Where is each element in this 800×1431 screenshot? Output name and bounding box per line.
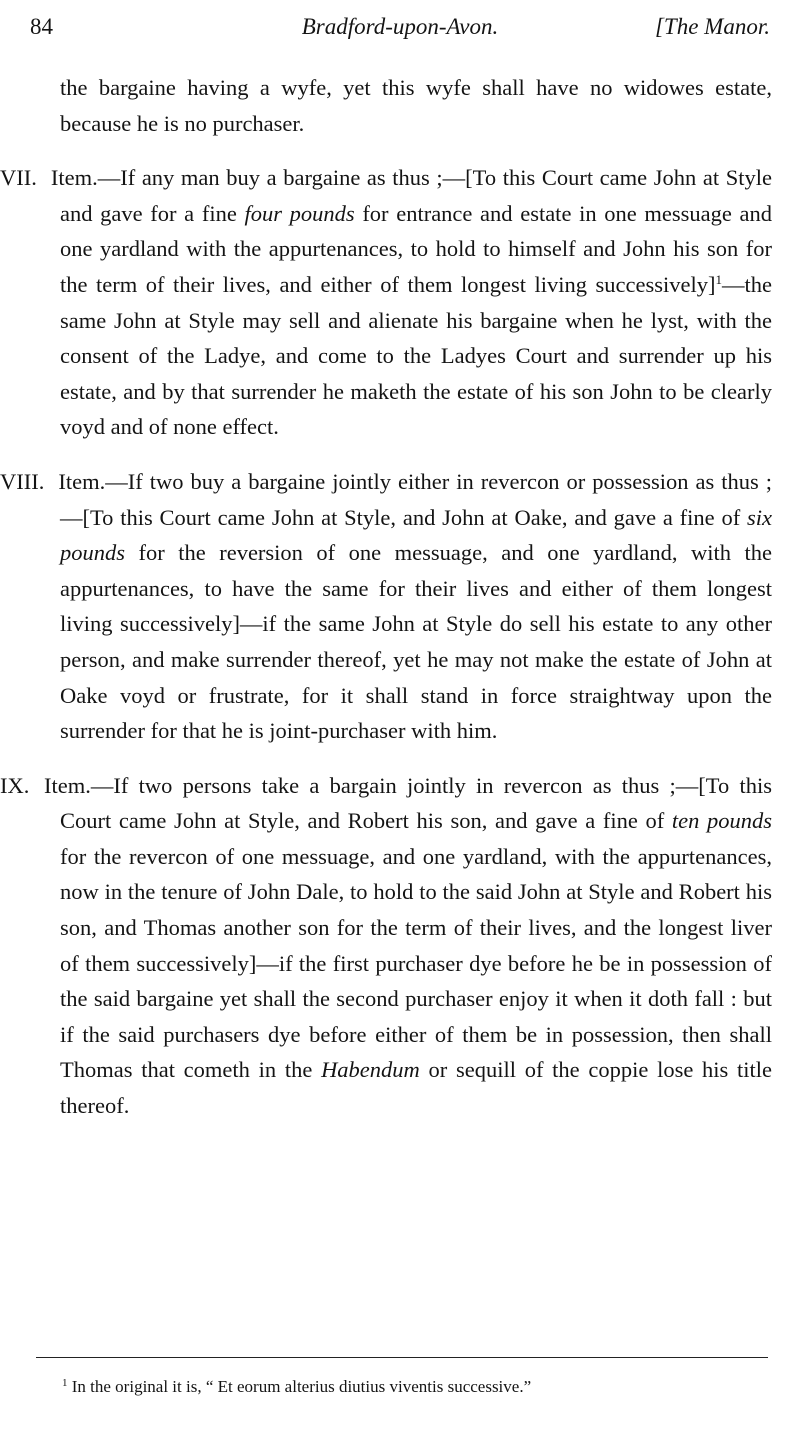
item-text: Item.—If two persons take a bargain jointly in revercon as thus ;—[To this Court came John at Style, and Robert his son, and gave a fine of	[44, 772, 772, 834]
item-text: —the same John at Style may sell and alienate his bargaine when he lyst, with the consent of the Ladye, and come to the Ladyes Court and surrender up his estate, and by that surrender he maketh the estate of his son John to be clearly voyd and of none effect.	[60, 271, 772, 440]
item-ix: IX. Item.—If two persons take a bargain jointly in revercon as thus ;—[To this Court came John at Style, and Robert his son, and gave a fine of ten pounds for the revercon of one messuage, and one yardland, with the appurtenances, now in the tenure of John Dale, to hold to the said John at Style and Robert his son, and Thomas another son for the term of their lives, and the longest liver of them successively]—if the first purchaser dye before he be in possession of the said bargaine yet shall the second purchaser enjoy it when it doth fall : but if the said purchasers dye before either of them be in possession, then shall Thomas that cometh in the Habendum or sequill of the coppie lose his title thereof.	[0, 772, 773, 1119]
item-text: for the reversion of one messuage, and one yardland, with the appurtenances, to have the same for their lives and either of them longest living successively]—if the same John at Style do sell his estate to any other person, and make surrender thereof, yet he may not make the estate of John at Oake voyd or frustrate, for it shall stand in force straightway upon the surrender for that he is joint-purchaser with him.	[60, 540, 772, 744]
item-vii	[0, 160, 773, 445]
item-italic-amount: four pounds	[244, 200, 355, 226]
item-text: for the revercon of one messuage, and one yardland, with the appurtenances, now in the tenure of John Dale, to hold to the said John at Style and Robert his son, and Thomas another son for the term of their lives, and the longest liver of them successively]—if the first purchaser dye before he be in possession of the said bargaine yet shall the second purchaser enjoy it when it doth fall : but if the said purchasers dye before either of them be in possession, then shall Thomas that cometh in the	[60, 843, 772, 1083]
footnote-divider	[36, 1357, 768, 1358]
item-italic-amount: six pounds	[60, 504, 772, 566]
footnote-marker: 1	[62, 1377, 68, 1389]
item-italic-amount: ten pounds	[671, 808, 772, 834]
continued-paragraph: the bargaine having a wyfe, yet this wyfe shall have no widowes estate, because he is no purchaser.	[60, 75, 772, 136]
item-text: Item.—If two buy a bargaine jointly either in revercon or possession as thus ;—[To this Court came John at Style, and John at Oake, and gave a fine of	[58, 468, 772, 530]
body-text	[0, 70, 773, 1143]
item-number: VIII.	[0, 468, 45, 494]
running-head	[30, 14, 770, 48]
footnote-text: In the original it is, “ Et eorum alterius diutius viventis successive.”	[71, 1377, 532, 1396]
item-number: VII.	[0, 165, 37, 191]
item-text: or sequill of the coppie lose his title thereof.	[60, 1057, 773, 1119]
section-title: [The Manor.	[654, 14, 770, 39]
item-viii	[0, 464, 772, 749]
item-text: for entrance and estate in one messuage and one yardland with the appurtenances, to hold to himself and John his son for the term of their lives, and either of them longest living successively]	[60, 200, 773, 297]
running-title: Bradford-upon-Avon.	[301, 14, 499, 39]
item-italic-term: Habendum	[321, 1057, 420, 1083]
footnote	[62, 1376, 772, 1398]
page-number: 84	[30, 14, 53, 39]
footnote-reference: 1	[715, 271, 722, 287]
item-text: Item.—If any man buy a bargaine as thus ;—[To this Court came John at Style and gave for a fine	[50, 165, 772, 226]
